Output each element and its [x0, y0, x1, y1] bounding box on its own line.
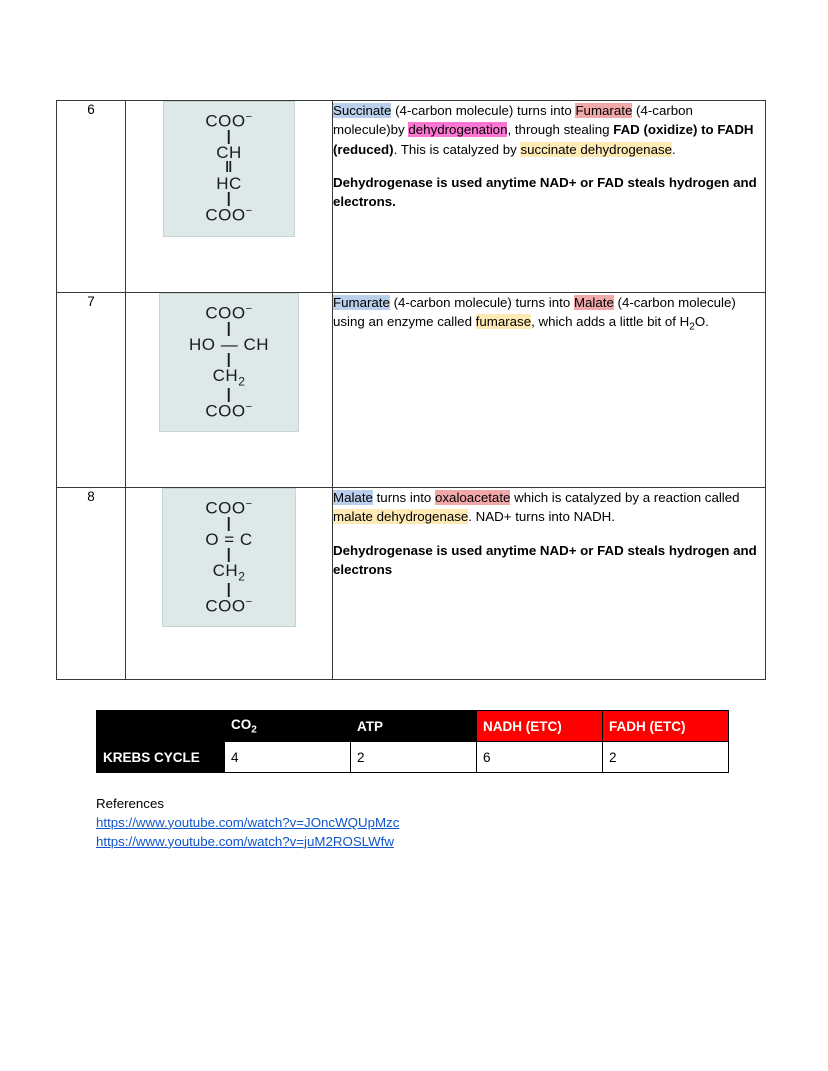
highlighted-term: dehydrogenation — [408, 122, 508, 138]
highlighted-term: Fumarate — [575, 103, 633, 118]
description-paragraph — [333, 488, 765, 527]
highlighted-term: malate dehydrogenase — [333, 509, 469, 525]
molecule-diagram-cell — [126, 293, 333, 488]
description-paragraph — [333, 173, 765, 212]
summary-header-nadh-etc: NADH (ETC) — [477, 711, 603, 742]
summary-value-cell: 4 — [225, 742, 351, 773]
molecule-bond: | — [226, 514, 232, 532]
description-text: (4-carbon molecule) using an enzyme called — [333, 295, 736, 330]
krebs-summary-table — [96, 710, 729, 773]
description-text: , which adds a little bit of $H_2O$. — [531, 314, 709, 333]
molecule-atom-label: COO− — [205, 303, 253, 323]
highlighted-term: fumarase — [475, 314, 532, 330]
description-text: Dehydrogenase is used anytime NAD+ or FAD steals hydrogen and electrons — [333, 542, 757, 577]
molecule-atom-label: COO− — [205, 498, 253, 518]
highlighted-term: Fumarate — [333, 295, 390, 310]
description-paragraph — [333, 541, 765, 580]
summary-header-fadh-etc: FADH (ETC) — [603, 711, 729, 742]
description-paragraph — [333, 101, 765, 159]
molecule-atom-label: $CH_2$ — [212, 561, 246, 584]
molecule-bond: | — [226, 385, 232, 403]
table-row — [57, 101, 766, 293]
step-number-cell: 6 — [57, 101, 126, 293]
table-row — [57, 488, 766, 680]
summary-corner-cell — [97, 711, 225, 742]
molecule-bond: | — [226, 545, 232, 563]
description-text: which is catalyzed by a reaction called — [510, 490, 740, 505]
description-paragraph — [333, 293, 765, 335]
highlighted-term: succinate dehydrogenase — [520, 141, 673, 157]
summary-value-cell: 6 — [477, 742, 603, 773]
description-text: (4-carbon molecule) turns into — [391, 103, 576, 118]
oxaloacetate-structure — [162, 488, 296, 627]
references-section — [96, 795, 399, 852]
molecule-diagram-cell — [126, 101, 333, 293]
molecule-bond: | — [226, 580, 232, 598]
molecule-bond: | — [226, 350, 232, 368]
highlighted-term: Malate — [333, 490, 373, 505]
description-text: Dehydrogenase is used anytime NAD+ or FAD steals hydrogen and electrons. — [333, 174, 757, 210]
step-description-cell — [333, 101, 766, 293]
molecule-bond: | — [226, 319, 232, 337]
summary-header-atp: ATP — [351, 711, 477, 742]
molecule-bond: | — [226, 190, 232, 208]
description-text: . — [672, 141, 676, 157]
highlighted-term: oxaloacetate — [435, 490, 511, 505]
summary-data-row — [97, 742, 729, 773]
step-number-cell: 8 — [57, 488, 126, 680]
molecule-atom-label: COO− — [205, 595, 253, 616]
description-text: . NAD+ turns into NADH. — [468, 509, 615, 525]
molecule-atom-label: COO− — [205, 205, 253, 226]
description-text: . This is catalyzed by — [393, 141, 521, 157]
malate-structure — [159, 293, 299, 432]
references-heading: References — [96, 796, 164, 811]
krebs-steps-table — [56, 100, 766, 680]
reference-link-2[interactable]: https://www.youtube.com/watch?v=juM2ROSLWfw — [96, 833, 394, 849]
molecule-atom-label: HO — CH — [189, 334, 269, 354]
molecule-atom-label: COO− — [205, 400, 253, 421]
summary-header-co2: $CO_2$ — [225, 711, 351, 742]
molecule-bond: ‖ — [225, 158, 233, 176]
description-text: (4-carbon molecule)by — [333, 103, 693, 138]
fumarate-structure — [163, 101, 295, 237]
molecule-atom-label: COO− — [205, 111, 253, 131]
summary-value-cell: 2 — [603, 742, 729, 773]
molecule-atom-label: CH — [216, 142, 242, 162]
highlighted-term: Succinate — [333, 103, 392, 118]
step-description-cell — [333, 293, 766, 488]
step-description-cell — [333, 488, 766, 680]
molecule-diagram-cell — [126, 488, 333, 680]
table-row — [57, 293, 766, 488]
summary-value-cell: 2 — [351, 742, 477, 773]
molecule-atom-label: HC — [216, 174, 242, 194]
molecule-atom-label: O = C — [205, 529, 253, 549]
step-number-cell: 7 — [57, 293, 126, 488]
reference-link-1[interactable]: https://www.youtube.com/watch?v=JOncWQUpMzc — [96, 814, 400, 830]
description-text: , through stealing — [507, 122, 614, 138]
highlighted-term: Malate — [573, 295, 614, 310]
description-text: (4-carbon molecule) turns into — [389, 295, 574, 310]
description-text: FAD (oxidize) to FADH (reduced) — [333, 122, 754, 157]
summary-row-label: KREBS CYCLE — [97, 742, 225, 773]
molecule-bond: | — [226, 127, 232, 145]
description-text: turns into — [372, 490, 436, 505]
molecule-atom-label: $CH_2$ — [212, 366, 246, 389]
summary-header-row — [97, 711, 729, 742]
